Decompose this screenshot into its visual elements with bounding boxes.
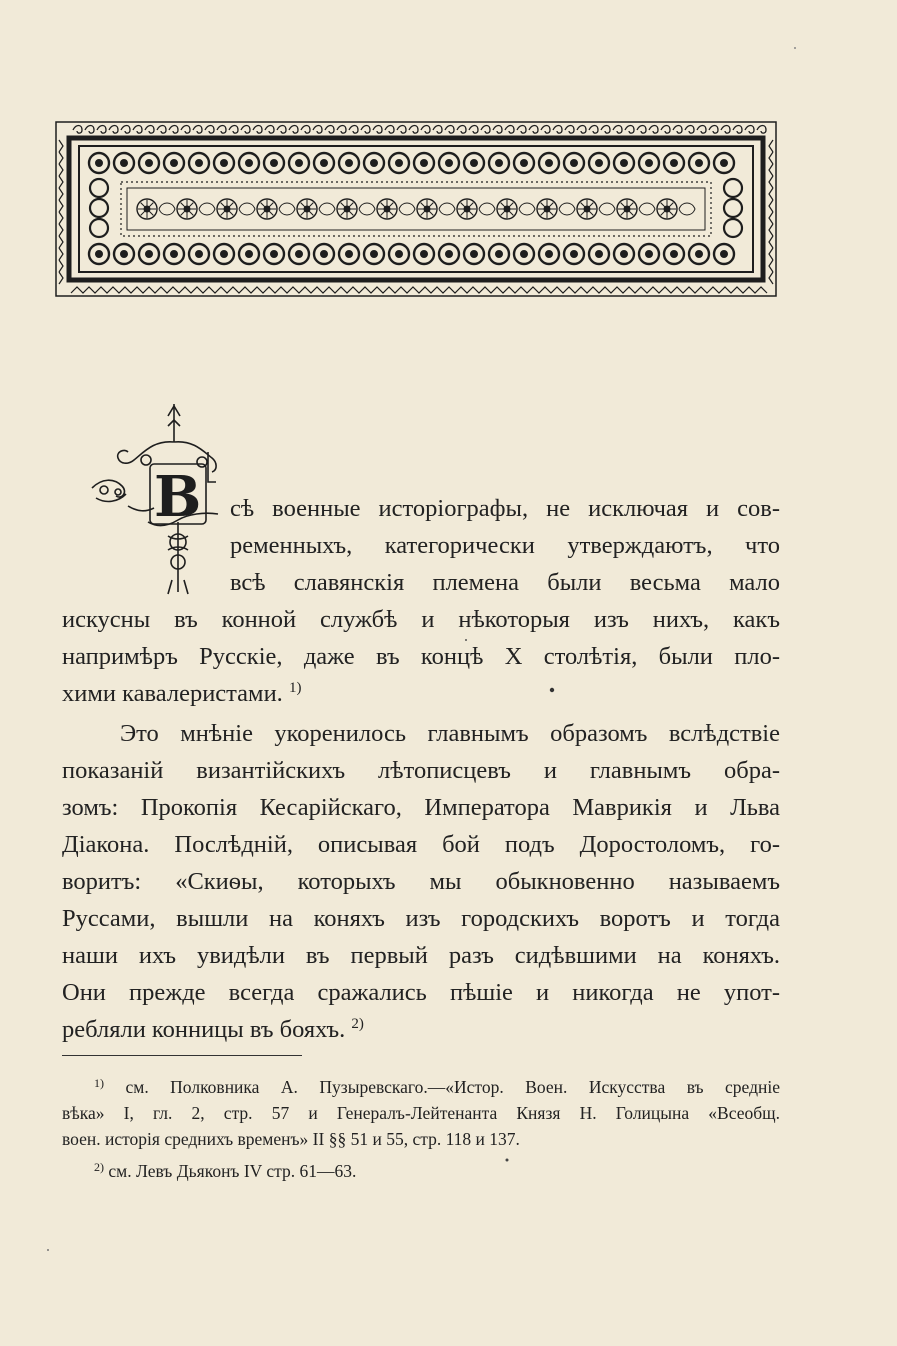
text-line: ребляли конницы въ бояхъ. — [62, 1016, 352, 1043]
text-line: Діакона. Послѣдній, описывая бой подъ Доростоломъ, го- — [62, 831, 780, 858]
text-line: напримѣръ Русскіе, даже въ концѣ X столѣтія, были пло- — [62, 643, 780, 670]
footnote-1-line: воен. исторія среднихъ временъ» II §§ 51 и 55, стр. 118 и 137. — [62, 1129, 520, 1149]
footnote-1-mark: 1) — [94, 1076, 104, 1090]
paragraph-2 — [62, 715, 780, 1048]
footnote-ref-2[interactable]: 2) — [351, 1016, 364, 1032]
text-line: Они прежде всегда сражались пѣшіе и никогда не упот- — [62, 979, 780, 1006]
footnote-ref-1[interactable]: 1) — [288, 680, 302, 696]
drop-cap-letter: В — [154, 464, 202, 530]
text-line: всѣ славянскія племена были весьма мало — [230, 569, 780, 596]
footnote-text: см. Полковника А. Пузыревскаго.—«Истор. Воен. Искусства въ средніе — [104, 1077, 780, 1097]
text-line: Это мнѣніе укоренилось главнымъ образомъ вслѣдствіе — [120, 720, 780, 747]
text-line: воритъ: «Скиѳы, которыхъ мы обыкновенно называемъ — [62, 868, 780, 895]
footnote-2-mark: 2) — [94, 1160, 104, 1174]
paragraph-1 — [62, 490, 780, 712]
text-line: Руссами, вышли на коняхъ изъ городскихъ воротъ и тогда — [62, 905, 780, 932]
text-line: искусны въ конной службѣ и нѣкоторыя изъ нихъ, какъ — [62, 606, 780, 633]
text-line: сѣ военные исторіографы, не исключая и сов- — [230, 495, 780, 522]
footnote-divider — [62, 1055, 302, 1056]
text-line: хими кавалеристами. — [62, 680, 289, 707]
text-line: зомъ: Прокопія Кесарійскаго, Императора Маврикія и Льва — [62, 794, 780, 821]
text-line: ременныхъ, категорически утверждаютъ, что — [230, 532, 780, 559]
text-line: показаній византійскихъ лѣтописцевъ и главнымъ обра- — [62, 757, 780, 784]
footnote-1-line: вѣка» I, гл. 2, стр. 57 и Генералъ-Лейтенанта Князя Н. Голицына «Всеобщ. — [62, 1103, 780, 1123]
ornamental-headpiece — [55, 118, 777, 300]
footnote-2-line — [62, 1158, 780, 1184]
footnote-1-line — [62, 1074, 780, 1100]
text-line-with-note — [62, 675, 780, 712]
text-line-with-note — [62, 1011, 780, 1048]
footnote-text: см. Левъ Дьяконъ IV стр. 61—63. — [104, 1161, 357, 1181]
footnotes — [62, 1074, 780, 1184]
text-line: наши ихъ увидѣли въ первый разъ сидѣвшими на коняхъ. — [62, 942, 780, 969]
